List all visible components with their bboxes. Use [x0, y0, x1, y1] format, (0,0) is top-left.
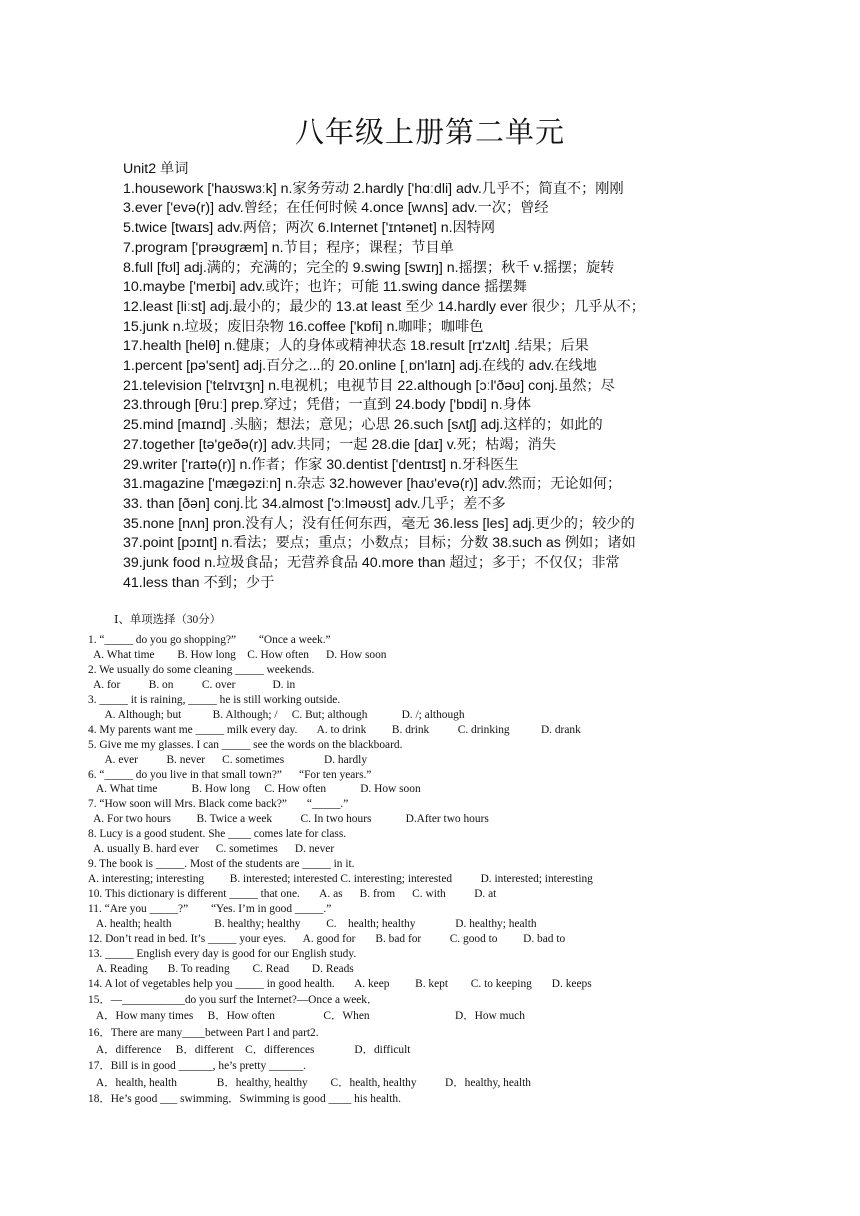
question-line: 17．Bill is in good ______, he’s pretty ______. [88, 1060, 307, 1073]
question-line: 8. Lucy is a good student. She ____ comes late for class. [88, 828, 347, 841]
question-line: 11. “Are you _____?” “Yes. I’m in good _____.” [88, 903, 332, 916]
question-list-2 [88, 992, 848, 1108]
question-line: A．health, health B．healthy, healthy C．health, healthy D．healthy, health [88, 1076, 531, 1089]
vocab-entry-line: 33. than [ðən] conj.比 34.almost ['ɔːlməʊst] adv.几乎；差不多 [123, 495, 506, 512]
vocab-entry-line: 35.none [nʌn] pron.没有人；没有任何东西，毫无 36.less [les] adj.更少的；较少的 [123, 515, 635, 532]
question-line: A．difference B．different C．differences D．difficult [88, 1043, 411, 1056]
question-line: A. For two hours B. Twice a week C. In two hours D.After two hours [88, 813, 489, 826]
vocab-entry-line: 12.least [liːst] adj.最小的；最少的 13.at least 至少 14.hardly ever 很少；几乎从不； [123, 298, 645, 315]
vocab-entry-line: 37.point [pɔɪnt] n.看法；要点；重点；小数点；目标；分数 38.such as 例如；诸如 [123, 535, 636, 552]
vocab-entry-line: 31.magazine ['mæɡəziːn] n.杂志 32.however [haʊ'evə(r)] adv.然而；无论如何； [123, 476, 622, 493]
vocab-entry-line: 17.health [helθ] n.健康；人的身体或精神状态 18.result [rɪ'zʌlt] .结果；后果 [123, 338, 589, 355]
question-line: A. usually B. hard ever C. sometimes D. never [88, 843, 335, 856]
exercise-section [88, 613, 848, 1108]
vocab-entry-line: 41.less than 不到；少于 [123, 574, 275, 591]
vocab-entry-line: 27.together [tə'ɡeðə(r)] adv.共同；一起 28.die [daɪ] v.死；枯竭；消失 [123, 436, 557, 453]
question-line: A. ever B. never C. sometimes D. hardly [88, 753, 368, 766]
vocab-section [123, 160, 858, 593]
vocab-entry-line: 10.maybe ['meɪbi] adv.或许；也许；可能 11.swing dance 摇摆舞 [123, 279, 527, 296]
question-line: 6. “_____ do you live in that small town?” “For ten years.” [88, 768, 372, 781]
vocab-entry-line: 25.mind [maɪnd] .头脑；想法；意见；心思 26.such [sʌtʃ] adj.这样的；如此的 [123, 417, 603, 434]
question-line: 10. This dictionary is different _____ that one. A. as B. from C. with D. at [88, 888, 497, 901]
vocab-list [123, 180, 858, 594]
vocab-entry-line: 1.percent [pə'sent] adj.百分之...的 20.online [ˌɒn'laɪn] adj.在线的 adv.在线地 [123, 358, 597, 375]
question-line: 15．—___________do you surf the Internet?—Once a week． [88, 993, 379, 1006]
question-line: 9. The book is _____. Most of the students are _____ in it. [88, 858, 355, 871]
question-line: 7. “How soon will Mrs. Black come back?” “_____.” [88, 798, 349, 811]
vocab-entry-line: 15.junk n.垃圾；废旧杂物 16.coffee ['kɒfi] n.咖啡；咖啡色 [123, 318, 484, 335]
question-line: 18．He’s good ___ swimming．Swimming is good ____ his health. [88, 1093, 401, 1106]
question-line: A. What time B. How long C. How often D. How soon [88, 648, 387, 661]
section-heading: Ⅰ、单项选择（30分） [114, 614, 222, 626]
vocab-entry-line: 8.full [fʊl] adj.满的；充满的；完全的 9.swing [swɪŋ] n.摇摆；秋千 v.摇摆；旋转 [123, 259, 615, 276]
question-line: 1. “_____ do you go shopping?” “Once a week.” [88, 633, 331, 646]
vocab-entry-line: 21.television ['telɪvɪʒn] n.电视机；电视节目 22.although [ɔːl'ðəʊ] conj.虽然；尽 [123, 377, 615, 394]
question-line: 14. A lot of vegetables help you _____ in good health. A. keep B. kept C. to keeping D. keeps [88, 977, 592, 990]
question-line: A. interesting; interesting B. interested; interested C. interesting; interested D. interested; interesting [88, 873, 593, 886]
question-line: A. Reading B. To reading C. Read D. Reads [88, 962, 354, 975]
vocab-heading: Unit2 单词 [123, 161, 189, 177]
vocab-entry-line: 7.program ['prəʊɡræm] n.节目；程序；课程；节目单 [123, 239, 454, 256]
question-line: 12. Don’t read in bed. It’s _____ your eyes. A. good for B. bad for C. good to D. bad to [88, 933, 566, 946]
question-line: A. Although; but B. Although; / C. But; although D. /; although [88, 708, 465, 721]
question-line: 4. My parents want me _____ milk every day. A. to drink B. drink C. drinking D. drank [88, 723, 581, 736]
vocab-entry-line: 1.housework ['haʊswɜːk] n.家务劳动 2.hardly ['hɑːdli] adv.几乎不；简直不；刚刚 [123, 180, 624, 197]
question-line: 3. _____ it is raining, _____ he is still working outside. [88, 693, 341, 706]
vocab-entry-line: 29.writer ['raɪtə(r)] n.作者；作家 30.dentist ['dentɪst] n.牙科医生 [123, 456, 519, 473]
question-line: A. for B. on C. over D. in [88, 678, 296, 691]
vocab-entry-line: 3.ever ['evə(r)] adv.曾经；在任何时候 4.once [wʌns] adv.一次；曾经 [123, 200, 549, 217]
question-line: 13. _____ English every day is good for our English study. [88, 947, 357, 960]
vocab-entry-line: 39.junk food n.垃圾食品；无营养食品 40.more than 超过；多于；不仅仅；非常 [123, 555, 620, 572]
question-line: 2. We usually do some cleaning _____ weekends. [88, 663, 315, 676]
question-line: A．How many times B．How often C．When D．How much [88, 1010, 525, 1023]
vocab-entry-line: 5.twice [twaɪs] adv.两倍；两次 6.Internet ['ɪntənet] n.因特网 [123, 220, 496, 237]
question-line: 5. Give me my glasses. I can _____ see the words on the blackboard. [88, 738, 403, 751]
question-line: A. What time B. How long C. How often D. How soon [88, 783, 421, 796]
question-line: 16．There are many____between Part l and part2. [88, 1027, 319, 1040]
question-list [88, 633, 848, 992]
page-title: 八年级上册第二单元 [294, 115, 565, 149]
question-line: A. health; health B. healthy; healthy C. health; healthy D. healthy; health [88, 918, 537, 931]
vocab-entry-line: 23.through [θruː] prep.穿过；凭借；一直到 24.body ['bɒdi] n.身体 [123, 397, 532, 414]
